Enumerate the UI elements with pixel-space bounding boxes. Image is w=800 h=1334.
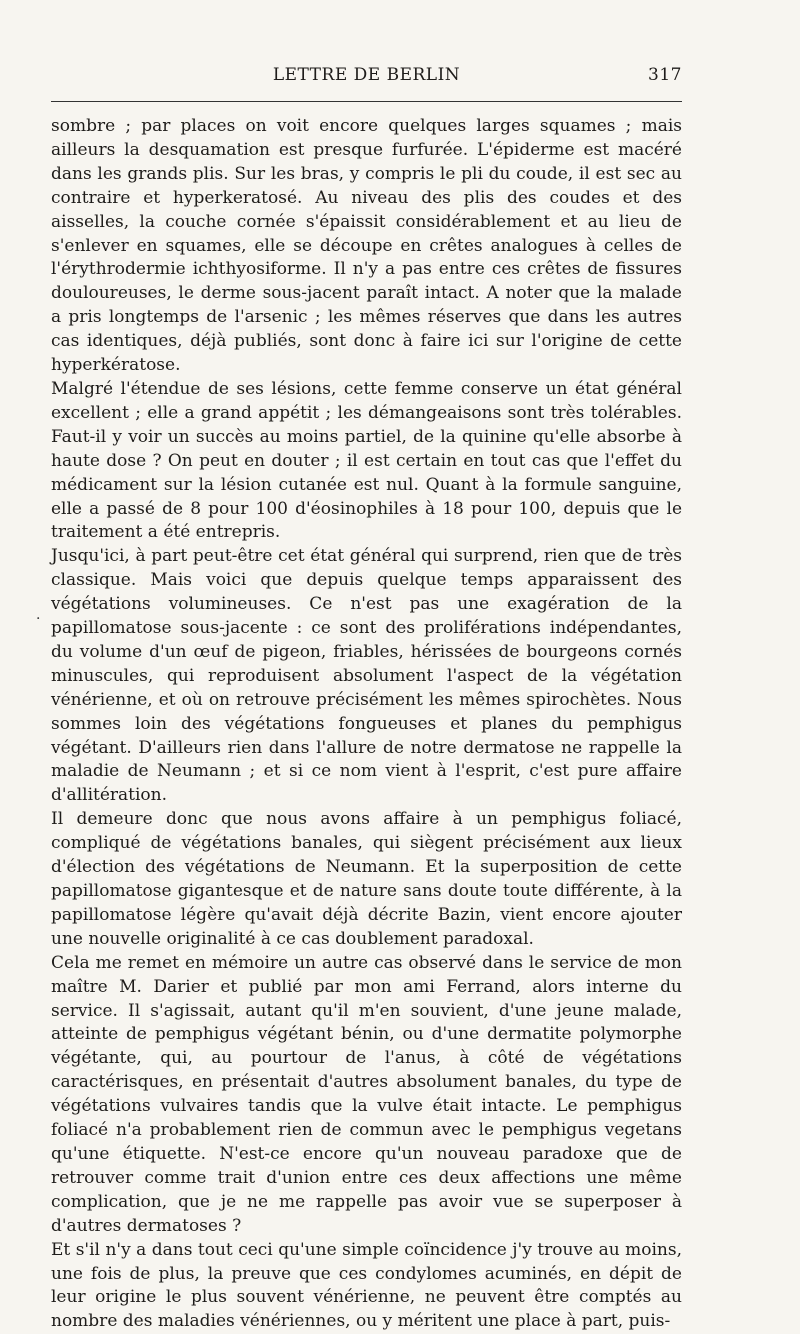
paragraph: Il demeure donc que nous avons affaire à un pemphigus foliacé, compliqué de végétations banales, qui siègent précisément aux lieux d'élection des végétations de Neumann. Et la superposition de cette papillomatose gigantesque et de nature sans doute toute différente, à la papillomatose légère qu'avait déjà décrite Bazin, vient encore ajouter une nouvelle originalité à ce cas doublement paradoxal. [51,809,682,949]
paragraph: sombre ; par places on voit encore quelques larges squames ; mais ailleurs la desquamation est presque furfurée. L'épiderme est macéré dans les grands plis. Sur les bras, y compris le pli du coude, il est sec au contraire et hyperkeratosé. Au niveau des plis des coudes et des aisselles, la couche cornée s'épaissit considérablement et au lieu de s'enlever en squames, elle se découpe en crêtes analogues à celles de l'érythrodermie ichthyosiforme. Il n'y a pas entre ces crêtes de fissures douloureuses, le derme sous-jacent paraît intact. A noter que la malade a pris longtemps de l'arsenic ; les mêmes réserves que dans les autres cas identiques, déjà publiés, sont donc à faire ici sur l'origine de cette hyperkératose. [51,116,682,376]
page-number: 317 [648,65,682,85]
running-title: LETTRE DE BERLIN [272,65,461,85]
running-head [51,62,682,92]
paragraph: Jusqu'ici, à part peut-être cet état général qui surprend, rien que de très classique. Mais voici que depuis quelque temps apparaissent des végétations volumineuses. Ce n'est pas une exagération de la papillomatose sous-jacente : ce sont des proliférations indépendantes, du volume d'un œuf de pigeon, friables, hérissées de bourgeons cornés minuscules, qui reproduisent absolument l'aspect de la végétation vénérienne, et où on retrouve précisément les mêmes spirochètes. Nous sommes loin des végétations fongueuses et planes du pemphigus végétant. D'ailleurs rien dans l'allure de notre dermatose ne rappelle la maladie de Neumann ; et si ce nom vient à l'esprit, c'est pure affaire d'allitération. [51,546,682,806]
paragraph: Cela me remet en mémoire un autre cas observé dans le service de mon maître M. Darier et publié par mon ami Ferrand, alors interne du service. Il s'agissait, autant qu'il m'en souvient, d'une jeune malade, atteinte de pemphigus végétant bénin, ou d'une dermatite polymorphe végétante, qui, au pourtour de l'anus, à côté de végétations caractérisques, en présentait d'autres absolument banales, du type de végétations vulvaires tandis que la vulve était intacte. Le pemphigus foliacé n'a probablement rien de commun avec le pemphigus vegetans qu'une étiquette. N'est-ce encore qu'un nouveau paradoxe que de retrouver comme trait d'union entre ces deux affections une même complication, que je ne me rappelle pas avoir vue se superposer à d'autres dermatoses ? [51,952,682,1236]
margin-mark: · [36,611,41,627]
header-rule [51,101,682,102]
document-page [51,62,682,1334]
paragraph: Et s'il n'y a dans tout ceci qu'une simple coïncidence j'y trouve au moins, une fois de plus, la preuve que ces condylomes acuminés, en dépit de leur origine le plus souvent vénérienne, ne peuvent être comptés au nombre des maladies vénériennes, ou y méritent une place à part, puis- [51,1239,682,1332]
body-text [51,115,682,1334]
paragraph: Malgré l'étendue de ses lésions, cette femme conserve un état général excellent ; elle a grand appétit ; les démangeaisons sont très tolérables. Faut-il y voir un succès au moins partiel, de la quinine qu'elle absorbe à haute dose ? On peut en douter ; il est certain en tout cas que l'effet du médicament sur la lésion cutanée est nul. Quant à la formule sanguine, elle a passé de 8 pour 100 d'éosinophiles à 18 pour 100, depuis que le traitement a été entrepris. [51,378,682,543]
